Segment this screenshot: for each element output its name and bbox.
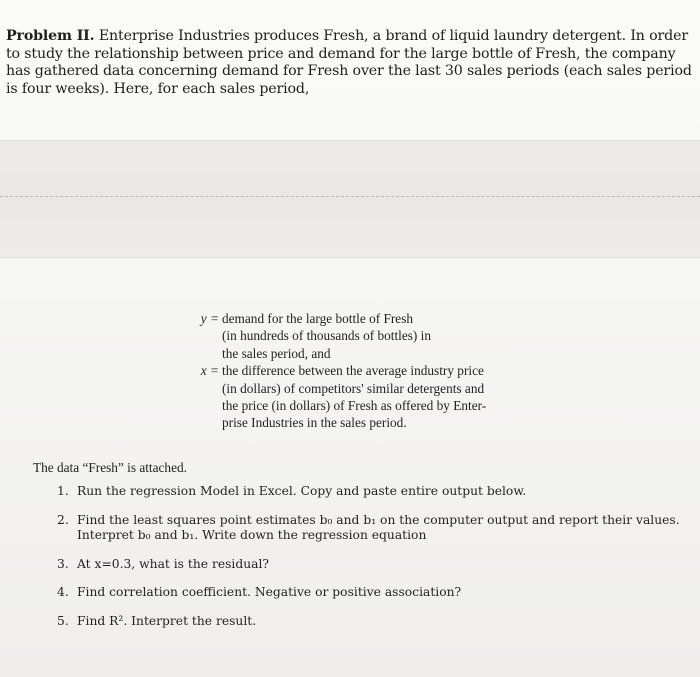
question-text: Run the regression Model in Excel. Copy and paste entire output below. — [77, 484, 527, 498]
dotted-divider — [0, 196, 700, 197]
definition-y-text — [222, 310, 550, 362]
question-text: Find R². Interpret the result. — [77, 613, 257, 628]
definition-x-line: the price (in dollars) of Fresh as offered by Enter- — [222, 398, 487, 414]
question-item — [57, 557, 687, 573]
blank-answer-band — [0, 140, 700, 258]
definition-y-line: demand for the large bottle of Fresh — [222, 311, 414, 326]
question-item — [57, 585, 687, 601]
variable-definitions — [190, 310, 550, 432]
question-number: 4. — [57, 585, 69, 599]
question-number: 5. — [57, 613, 69, 628]
definition-x-text — [222, 362, 550, 432]
definition-x — [190, 362, 550, 432]
definition-y-line: the sales period, and — [222, 345, 331, 361]
question-number: 3. — [57, 556, 69, 571]
question-text: Find the least squares point estimates b₀ and b₁ on the computer output and report their values. Interpret b₀ and b₁. Write down the regression equation — [77, 512, 680, 542]
definition-x-line: prise Industries in the sales period. — [222, 415, 407, 431]
data-attached-note: The data “Fresh” is attached. — [33, 460, 187, 475]
question-item — [57, 614, 687, 630]
problem-text: Enterprise Industries produces Fresh, a brand of liquid laundry detergent. In order to study the relationship between price and demand for the large bottle of Fresh, the company has gathered data concerning demand for Fresh over the last 30 sales periods (each sales period is four weeks). Here, for each sales period, — [6, 28, 692, 97]
definition-y-line: (in hundreds of thousands of bottles) in — [222, 328, 432, 344]
definition-y-variable: y = — [200, 311, 219, 326]
question-item — [57, 484, 687, 500]
problem-intro — [6, 28, 696, 98]
question-text: Find correlation coefficient. Negative or positive association? — [77, 585, 462, 599]
question-item — [57, 513, 687, 544]
definition-x-line: the difference between the average industry price — [222, 363, 484, 379]
definition-x-variable: x = — [200, 363, 219, 379]
question-number: 1. — [57, 484, 69, 498]
definition-x-line: (in dollars) of competitors' similar detergents and — [222, 380, 485, 396]
definition-y — [190, 310, 550, 362]
question-list — [57, 484, 687, 642]
problem-label: Problem II. — [6, 28, 95, 44]
question-number: 2. — [57, 512, 69, 527]
question-text: At x=0.3, what is the residual? — [77, 556, 270, 571]
